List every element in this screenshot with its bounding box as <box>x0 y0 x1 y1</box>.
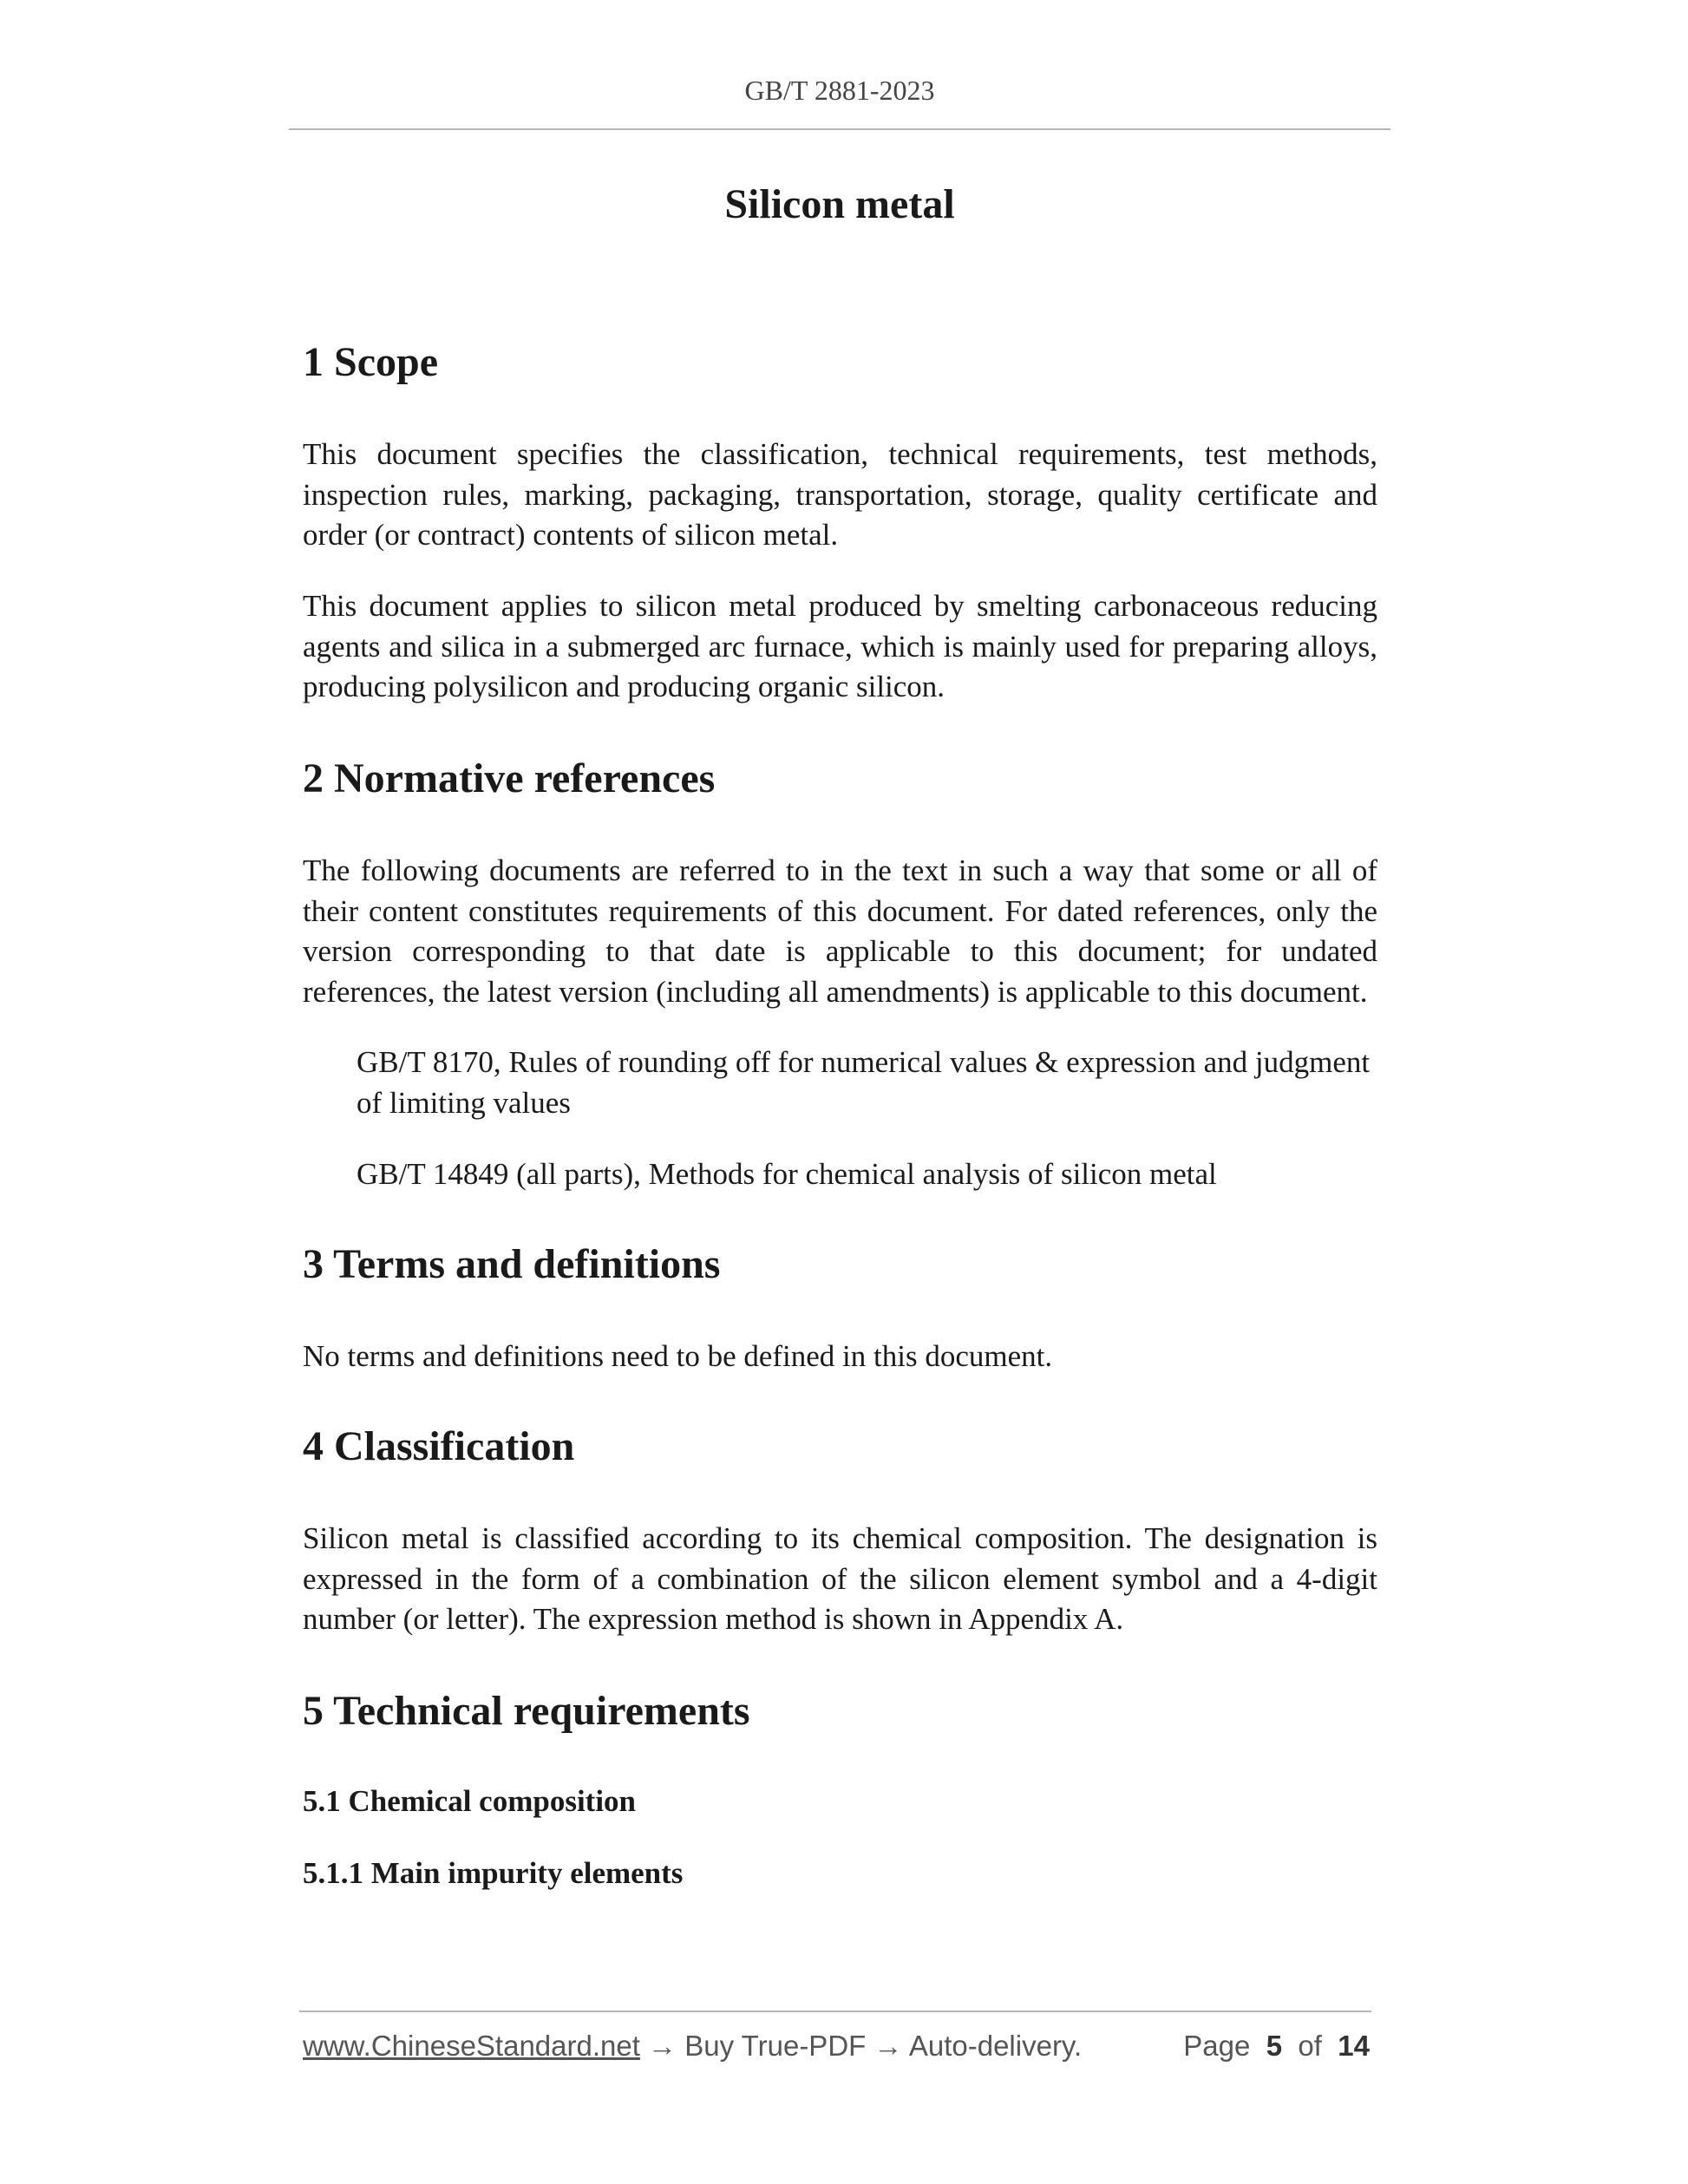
scope-paragraph-2: This document applies to silicon metal produced by smelting carbonaceous reducing agents and silica in a submerged arc furnace, which is mainly used for preparing alloys, producing polysilicon and producing organic silicon. <box>303 589 1377 703</box>
of-label: of <box>1298 2030 1322 2062</box>
buy-true-pdf-text: Buy True-PDF <box>684 2030 867 2062</box>
footer-divider <box>299 2011 1371 2012</box>
total-pages-number: 14 <box>1338 2030 1370 2062</box>
arrow-right-icon: → <box>873 2030 903 2062</box>
section-heading-technical-requirements: 5 Technical requirements <box>303 1688 750 1734</box>
current-page-number: 5 <box>1266 2030 1283 2062</box>
header-divider <box>289 128 1390 130</box>
normative-reference-item: GB/T 14849 (all parts), Methods for chemical analysis of silicon metal <box>357 1157 1217 1191</box>
classification-paragraph: Silicon metal is classified according to its chemical composition. The designation is expressed in the form of a combination of the silicon element symbol and a 4-digit number (or letter). The expression method is shown in Appendix A. <box>303 1521 1377 1636</box>
scope-paragraph-1: This document specifies the classification, technical requirements, test methods, inspection rules, marking, packaging, transportation, storage, quality certificate and order (or contract) contents of silicon metal. <box>303 437 1377 552</box>
section-heading-terms-and-definitions: 3 Terms and definitions <box>303 1241 721 1287</box>
normative-references-paragraph: The following documents are referred to in the text in such a way that some or all of their content constitutes requirements of this document. For dated references, only the version corresponding to that date is applicable to this document; for undated references, the latest version (including all amendments) is applicable to this document. <box>303 853 1377 1009</box>
subsection-heading-main-impurity-elements: 5.1.1 Main impurity elements <box>303 1856 684 1890</box>
terms-paragraph: No terms and definitions need to be defined in this document. <box>303 1339 1053 1373</box>
subsection-heading-chemical-composition: 5.1 Chemical composition <box>303 1784 637 1818</box>
running-header: GB/T 2881-2023 <box>744 75 935 106</box>
section-heading-normative-references: 2 Normative references <box>303 755 716 801</box>
section-heading-scope: 1 Scope <box>303 339 438 385</box>
normative-reference-item: GB/T 8170, Rules of rounding off for numerical values & expression and judgment of limiting values <box>357 1045 1371 1120</box>
website-link[interactable]: www.ChineseStandard.net <box>303 2030 640 2062</box>
page-label: Page <box>1183 2030 1251 2062</box>
footer-promo <box>303 2030 1082 2063</box>
auto-delivery-text: Auto-delivery. <box>908 2030 1083 2062</box>
page-footer <box>303 2030 1370 2068</box>
page-indicator <box>1183 2030 1370 2063</box>
section-heading-classification: 4 Classification <box>303 1423 575 1469</box>
document-title: Silicon metal <box>724 181 955 227</box>
arrow-right-icon: → <box>648 2030 677 2062</box>
